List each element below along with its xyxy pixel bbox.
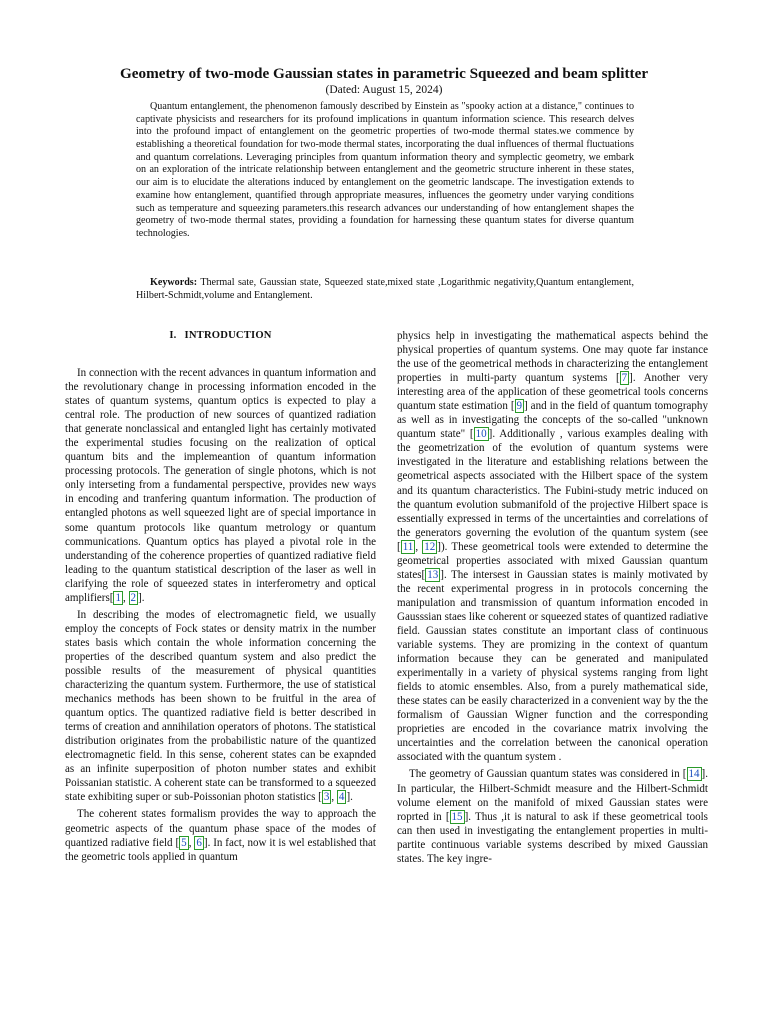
section-number: I. <box>169 330 177 341</box>
paragraph-text: In describing the modes of electromagnetic field, we usually employ the concepts of Fock states or density matrix in the number states basis which contain the whole information concerning the properties of the described quantum system and also predict the possible results of the measurement of physical quantities characterizing the quantum system. Furthermore, the use of statistical mechanics methods has been shown to be fruitful in the area of quantum optics. The quantized radiative field is better described in terms of creation and annihilation operators of photons. The statistical distribution originates from the probabilistic nature of the quantized electromagnetic field. In this sense, coherent states can be exapnded as an infinite superposition of photon number states and exhibit Poissanian statistic. A coherent state can be transformed to a squeezed state exhibiting super or sub-Poissonian photon statistics <box>65 608 376 804</box>
intro-paragraph-2 <box>65 608 376 805</box>
paper-date: (Dated: August 15, 2024) <box>325 84 443 96</box>
citation-link[interactable]: 10 <box>475 428 487 441</box>
citation-link[interactable]: 9 <box>516 400 523 413</box>
citation-link[interactable]: 14 <box>688 768 700 781</box>
paper-title: Geometry of two-mode Gaussian states in parametric Squeezed and beam splitter <box>119 65 649 82</box>
paragraph-text: . The intersest in Gaussian states is mainly motivated by the recent experimental progress in in protocols concerning the manipulation and transmission of quantum information encoded in Gausssian staes like coherent or squeezed states of quantized radiative field. Gaussian states constitute an important class of continuous variable systems. They are promizing in the context of quantum information because they can be generated and manipulated experimentally in a variety of physical systems ranging from light fields to atomic ensembles. Also, from a purely mathematical side, these states can be easily characterized in a convenient way by the the formalism of Gaussian Wigner function and the corresponding proprieties are encoded in the covariance matrix involving the uncertainties and the correlation between the canonical operation associated with the quantum system . <box>397 568 708 764</box>
paragraph-text: . Another very interesting area of the application of these geometrical tools concerns quantum state estimation <box>397 372 708 413</box>
abstract-text: Quantum entanglement, the phenomenon famously described by Einstein as "spooky action at a distance," continues to captivate physicists and researchers for its profound implications in quantum information science. This research delves into the profound impact of entanglement on the geometric properties of two-mode thermal states.we commence by establishing a theoretical foundation for two-mode thermal states, incorporating the dual influences of thermal fluctuations and quantum correlations. Leveraging principles from quantum information theory and symplectic geometry, we embark on an exploration of the intricate relationship between entanglement and the geometric structure inherent in these states, our aim is to elucidate the alterations induced by entanglement on the geometric landscape. The investigation extends to examine how entanglement, quantified through appropriate measures, influences the geometry under varying conditions such as temperature and squeezing parameters.this research advances our understanding of how entanglement shapes the geometry of two-mode thermal states, providing a foundation for harnessing these quantum states for diverse quantum technologies. <box>136 101 634 239</box>
right-column <box>397 329 708 866</box>
citation-link[interactable]: 2 <box>130 591 137 604</box>
paragraph-text: . Additionally , various examples dealing with the geometrization of the evolution of quantum systems were investigated in the literature and establishing relations between the geometrical aspects associated with the Hilbert space of the system and its quantum characteristics. The Fubini-study metric induced on the quantum evolution submanifold of the projective Hilbert space is essentially expressed in terms of the uncertainties and correlations of the generators governing the evolution of the quantum system (see <box>397 428 708 539</box>
citation-link[interactable]: 15 <box>451 810 463 823</box>
paragraph-text: . In particular, the Hilbert-Schmidt measure and the Hilbert-Schmidt volume element on the manifold of mixed Gaussian states were roprted in <box>397 768 708 823</box>
paragraph-text: The geometry of Gaussian quantum states was considered in <box>409 768 680 781</box>
paragraph-text: . <box>141 591 145 604</box>
paragraph-text: physics help in investigating the mathematical aspects behind the physical properties of quantum systems. One may quote far instance the use of the geometrical methods in characterizing the entanglement properties in multi-party quantum systems <box>397 330 708 385</box>
citation-link[interactable]: 3 <box>323 791 330 804</box>
citation-group: [ 3 , 4 ] <box>318 791 351 804</box>
paragraph-text: In connection with the recent advances in quantum information and the revolutionary change in processing information encoded in the states of quantum systems, quantum optics is expected to play a central role. The production of new sources of quantized radiation that generate nonclassical and entangled light has certainly motivated the experimental studies focusing on the realization of optical quantum bits and the implemeantion of quantum information processing protocols. The generation of single photons, which is not only interseting from a fundamental perspective, provides new ways in encoding and tranfering quantum information. The production of entangled photons as well squeezed light are of special importance in some quantum protocols like quantum metrology or quantum communications. Quantum optics has played a pivotal role in the understanding of the coherence properties of quantized radiative field leading to the quantum statistical description of the laser as well in clarifying the role of squeezed states in interferometry and optical amplifiers <box>65 367 376 604</box>
citation-link[interactable]: 5 <box>181 836 187 849</box>
citation-link[interactable]: 7 <box>621 372 628 385</box>
citation-link[interactable]: 13 <box>427 568 439 581</box>
citation-link[interactable]: 4 <box>338 791 345 804</box>
keywords-label: Keywords: <box>150 277 198 288</box>
paragraph-text: and in the field of quantum tomography as well as in investigating the concepts of the so-called "unknown quantum state" <box>397 400 708 441</box>
citation-link[interactable]: 6 <box>196 836 202 849</box>
keywords-text: Thermal sate, Gaussian state, Squeezed state,mixed state ,Logarithmic negativity,Quantum entanglement, Hilbert-Schmidt,volume and Entanglement. <box>136 277 634 301</box>
right-paragraph-1: physics help in investigating the mathematical aspects behind the physical properties of quantum systems. One may quote far instance the use of the geometrical methods in characterizing the entanglement properties in multi-party quantum systems [ 7 ]. Another very interesting area of the application of these geometrical tools concerns quantum state estimation [ 9 ] and in the field of quantum tomography as well as in investigating the concepts of the so-called "unknown quantum state" [ 10 ]. Additionally , various examples dealing with the geometrization of the evolution of quantum systems were investigated in the literature and establishing relations between the geometrical aspects associated with the Hilbert space of the system and its quantum characteristics. The Fubini-study metric induced on the quantum evolution submanifold of the projective Hilbert space is essentially expressed in terms of the uncertainties and correlations of the generators governing the evolution of the quantum system (see [ 11 , 12 ]). These geometrical tools were extended to determine the geometrical properties associated with mixed Gaussian quantum states[ 13 ]. The intersest in Gaussian states is mainly motivated by the recent experimental progress in in protocols concerning the manipulation and transmission of quantum information encoded in Gausssian staes like coherent or squeezed states of quantized radiative field. Gaussian states constitute an important class of continuous variable systems. They are promizing in the context of quantum information because they can be generated and manipulated experimentally in a variety of physical systems ranging from light fields to atomic ensembles. Also, from a purely mathematical side, these states can be easily characterized in a convenient way by the the formalism of Gaussian Wigner function and the corresponding proprieties are encoded in the covariance matrix involving the uncertainties and the correlation between the canonical operation associated with the quantum system . <box>397 330 708 764</box>
citation-link[interactable]: 11 <box>402 540 414 553</box>
citation-group: [ 1 , 2 ] <box>109 591 142 604</box>
paragraph-text: . Thus ,it is natural to ask if these geometrical tools can then used in investigating the entanglement properties in multi-partite continuous variable systems described by mixed Gaussian states. The key ingre- <box>397 810 708 865</box>
paragraph-text: The coherent states formalism provides the way to approach the geometric aspects of the quantum phase space of the modes of quantized radiative field <box>65 808 376 849</box>
citation-group: [ 5 , 6 ] <box>175 836 208 849</box>
right-paragraph-2: The geometry of Gaussian quantum states was considered in [ 14 ]. In particular, the Hilbert-Schmidt measure and the Hilbert-Schmidt volume element on the manifold of mixed Gaussian states were roprted in [ 15 ]. Thus ,it is natural to ask if these geometrical tools can then used in investigating the entanglement properties in multi-partite continuous variable systems described by mixed Gaussian states. The key ingre- <box>397 768 708 865</box>
paragraph-text: ). These geometrical tools were extended to determine the geometrical properties associated with mixed Gaussian quantum states <box>397 540 708 581</box>
section-title: INTRODUCTION <box>184 330 272 341</box>
citation-link[interactable]: 1 <box>115 591 122 604</box>
keywords-paragraph <box>136 277 634 302</box>
abstract <box>136 101 634 241</box>
keywords <box>136 277 634 302</box>
paragraph-text: . In fact, now it is wel established that the geometric tools applied in quantum <box>65 836 376 863</box>
intro-paragraph-3 <box>65 807 376 863</box>
paragraph-text: . <box>350 791 353 804</box>
section-heading-introduction <box>65 329 376 343</box>
intro-paragraph-1 <box>65 366 376 605</box>
left-column <box>65 329 376 864</box>
citation-link[interactable]: 12 <box>424 540 436 553</box>
